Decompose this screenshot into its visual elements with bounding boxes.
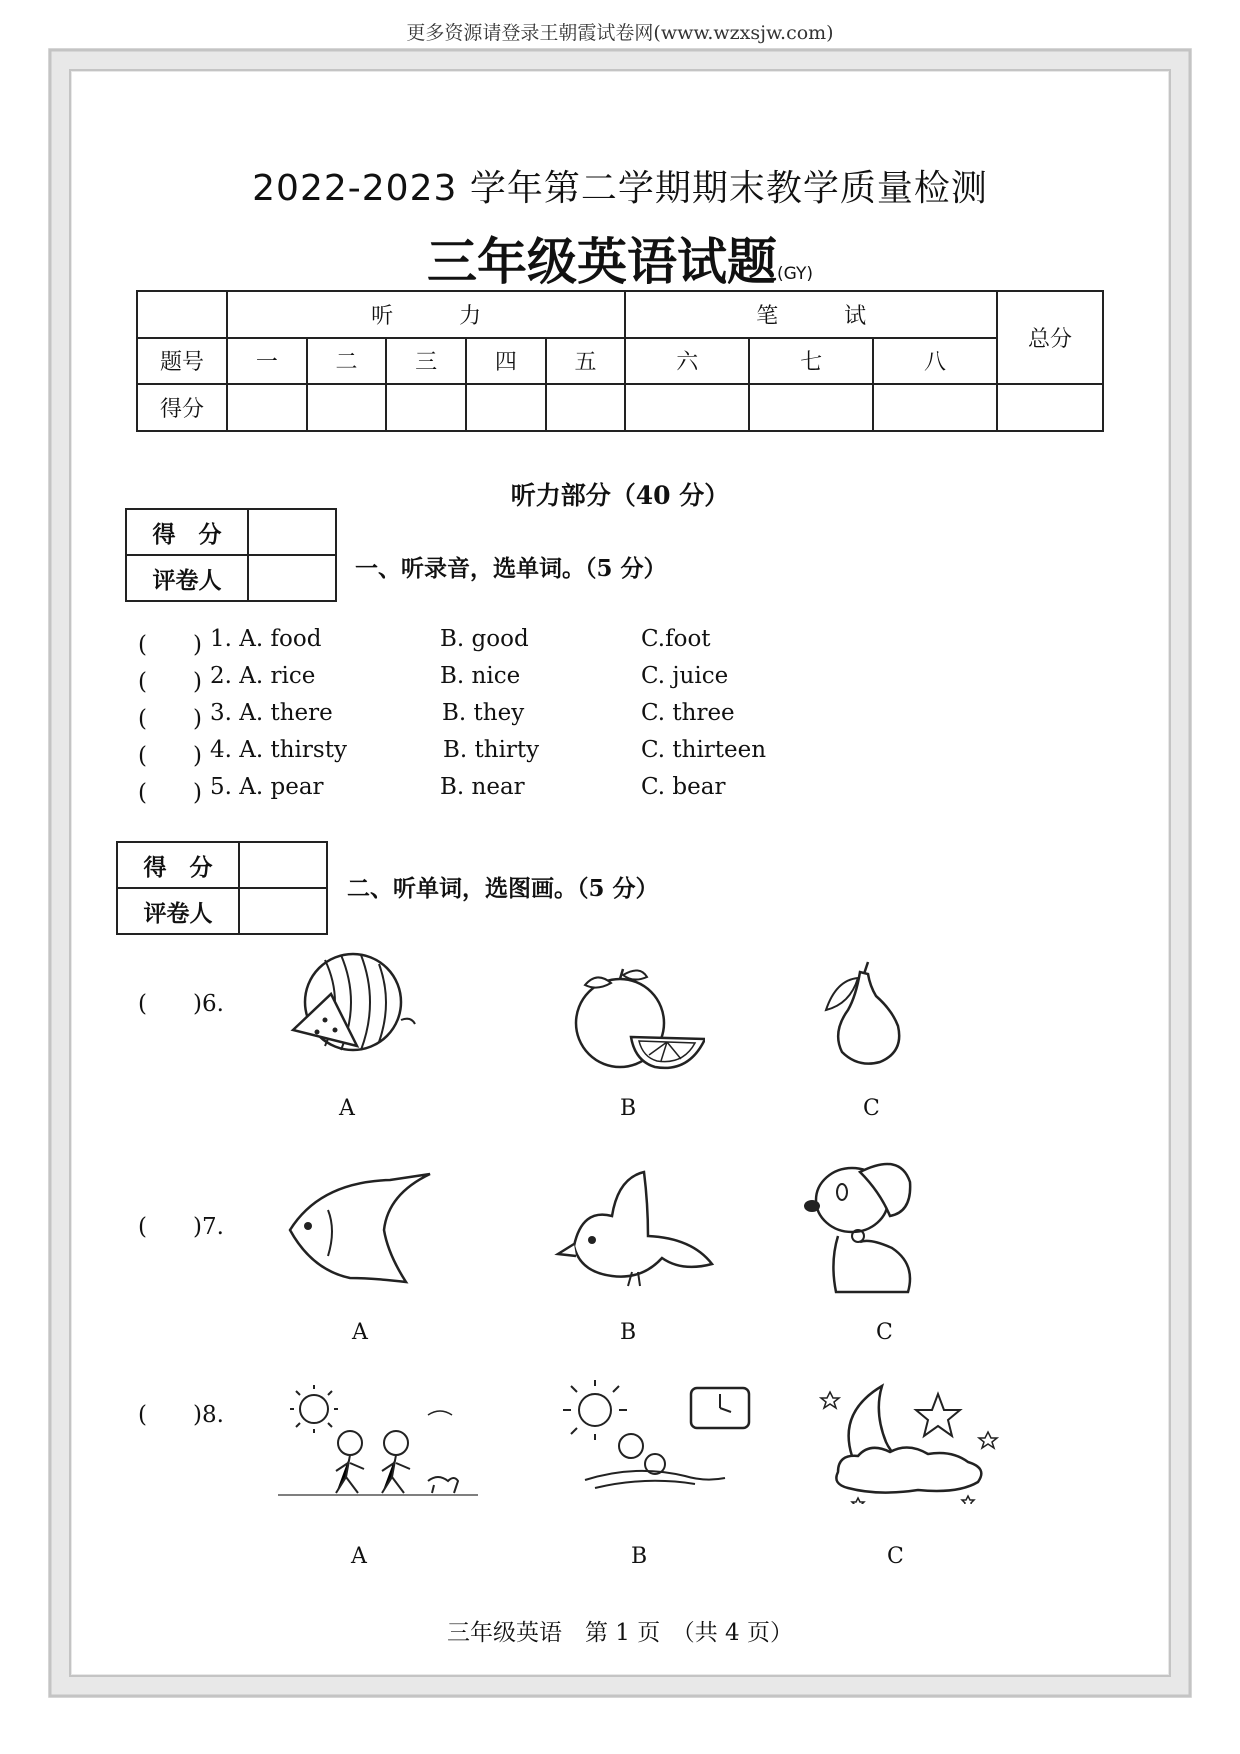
question-6-label[interactable]: ( )6. [138,991,224,1017]
grader-score-label: 得 分 [126,509,248,555]
grader-box-2 [116,841,328,935]
col-8: 八 [873,338,997,385]
answer-blank[interactable]: ( ) [138,632,202,658]
subtitle-suffix: (GY) [777,264,813,284]
score-cell[interactable] [546,384,626,431]
option-a-label: A [352,1320,368,1345]
question-8-label[interactable]: ( )8. [138,1402,224,1428]
score-cell[interactable] [307,384,387,431]
col-4: 四 [466,338,546,385]
question-7-label[interactable]: ( )7. [138,1214,224,1240]
option-b: B. near [440,774,525,800]
col-5: 五 [546,338,626,385]
grader-score-label: 得 分 [117,842,239,888]
option-b: B. thirty [443,737,540,763]
dog-icon[interactable] [800,1152,930,1302]
moon-stars-icon[interactable] [818,1372,1008,1504]
grader-score-cell[interactable] [248,509,336,555]
col-3: 三 [386,338,466,385]
watermelon-icon[interactable] [285,950,425,1070]
option-a-label: A [339,1096,355,1121]
option-a: 1. A. food [210,626,322,652]
option-b: B. they [442,700,525,726]
score-cell[interactable] [227,384,307,431]
pear-icon[interactable] [818,960,918,1070]
grader-reviewer-label: 评卷人 [126,555,248,601]
exam-title: 2022-2023 学年第二学期期末教学质量检测 [252,168,988,209]
grader-reviewer-cell[interactable] [248,555,336,601]
row-score-label: 得分 [137,384,227,431]
score-cell[interactable] [625,384,749,431]
exam-subtitle: 三年级英语试题(GY) [427,233,813,291]
grader-score-cell[interactable] [239,842,327,888]
col-1: 一 [227,338,307,385]
part2-heading: 二、听单词，选图画。（5 分） [347,875,659,902]
option-c: C. bear [641,774,726,800]
option-a: 5. A. pear [210,774,324,800]
score-cell[interactable] [873,384,997,431]
option-a: 2. A. rice [210,663,316,689]
page-footer: 三年级英语 第 1 页 （共 4 页） [446,1620,793,1646]
grader-reviewer-cell[interactable] [239,888,327,934]
answer-blank[interactable]: ( ) [138,743,202,769]
grader-box-1 [125,508,337,602]
listening-section-title: 听力部分（40 分） [510,481,730,510]
option-a: 3. A. there [210,700,333,726]
col-2: 二 [307,338,387,385]
site-banner: 更多资源请登录王朝霞试卷网(www.wzxsjw.com) [406,22,834,44]
option-c-label: C [863,1096,880,1121]
empty-cell [137,291,227,338]
total-score-cell[interactable] [997,384,1103,431]
option-a-label: A [351,1544,367,1569]
part1-heading: 一、听录音，选单词。（5 分） [355,555,667,582]
col-6: 六 [625,338,749,385]
score-table [136,290,1104,432]
answer-blank[interactable]: ( ) [138,780,202,806]
col-7: 七 [749,338,873,385]
option-c-label: C [887,1544,904,1569]
fish-icon[interactable] [280,1170,440,1290]
option-c: C. juice [641,663,729,689]
option-c: C. three [641,700,735,726]
writing-group: 笔 试 [625,291,997,338]
bird-icon[interactable] [552,1168,722,1288]
answer-blank[interactable]: ( ) [138,706,202,732]
option-a: 4. A. thirsty [210,737,347,763]
score-cell[interactable] [386,384,466,431]
option-b-label: B [620,1096,637,1121]
total-header: 总分 [997,291,1103,384]
score-cell[interactable] [466,384,546,431]
answer-blank[interactable]: ( ) [138,669,202,695]
option-c-label: C [876,1320,893,1345]
option-c: C. thirteen [641,737,767,763]
option-b: B. good [440,626,529,652]
grader-reviewer-label: 评卷人 [117,888,239,934]
boy-lying-clock-icon[interactable] [555,1380,755,1495]
option-c: C.foot [641,626,711,652]
score-cell[interactable] [749,384,873,431]
row-number-label: 题号 [137,338,227,385]
children-walking-icon[interactable] [278,1385,478,1500]
option-b-label: B [620,1320,637,1345]
option-b-label: B [631,1544,648,1569]
listening-group: 听 力 [227,291,625,338]
option-b: B. nice [440,663,521,689]
orange-icon[interactable] [565,965,705,1073]
